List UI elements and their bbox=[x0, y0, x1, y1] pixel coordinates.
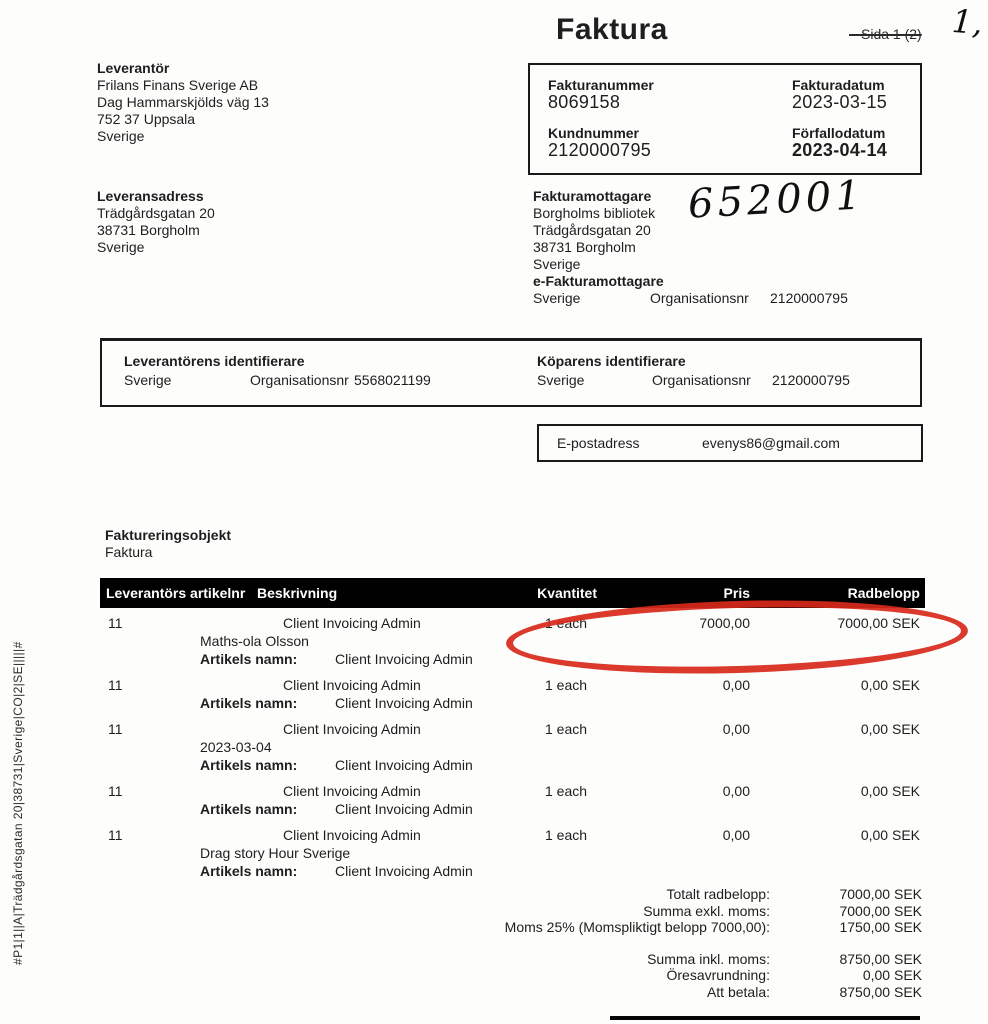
page-title: Faktura bbox=[556, 13, 668, 46]
total-line bbox=[430, 967, 922, 984]
invoice-number-label: Fakturanummer bbox=[548, 77, 654, 93]
supplier-identifier-org-label: Organisationsnr bbox=[250, 372, 349, 388]
supplier-line: Sverige bbox=[97, 128, 145, 144]
supplier-address bbox=[97, 60, 269, 145]
table-header bbox=[100, 578, 925, 608]
identifiers-box bbox=[100, 338, 922, 407]
customer-number-value: 2120000795 bbox=[548, 140, 652, 160]
invoice-meta-box bbox=[528, 63, 922, 175]
cell-quantity: 1 each bbox=[545, 783, 588, 799]
total-value: 8750,00 SEK bbox=[839, 950, 922, 967]
total-label: Moms 25% (Momspliktigt belopp 7000,00): bbox=[504, 919, 770, 935]
description-text: Client Invoicing Admin bbox=[283, 783, 421, 799]
supplier-label: Leverantör bbox=[97, 60, 170, 76]
cell-description bbox=[200, 615, 530, 669]
cell-price: 7000,00 bbox=[699, 615, 750, 631]
cell-quantity: 1 each bbox=[545, 615, 588, 631]
total-label: Summa exkl. moms: bbox=[643, 902, 770, 919]
cell-description bbox=[200, 783, 530, 819]
totals-section bbox=[430, 886, 922, 1000]
buyer-identifier-label: Köparens identifierare bbox=[537, 353, 686, 369]
col-header-artikelnr: Leverantörs artikelnr bbox=[106, 585, 246, 601]
artikels-namn-line bbox=[200, 757, 530, 775]
supplier-line: Frilans Finans Sverige AB bbox=[97, 77, 259, 93]
supplier-line: 752 37 Uppsala bbox=[97, 111, 196, 127]
artikels-namn-label: Artikels namn: bbox=[200, 801, 298, 817]
email-box bbox=[537, 424, 923, 462]
total-label: Att betala: bbox=[706, 983, 770, 1000]
recipient-line: Borgholms bibliotek bbox=[533, 205, 656, 221]
total-value: 8750,00 SEK bbox=[839, 983, 922, 1000]
total-label: Öresavrundning: bbox=[666, 967, 770, 983]
cell-description bbox=[200, 827, 530, 881]
description-note: Drag story Hour Sverige bbox=[200, 845, 351, 861]
invoice-date-label: Fakturadatum bbox=[792, 77, 885, 93]
total-line bbox=[430, 886, 922, 903]
description-text: Client Invoicing Admin bbox=[283, 721, 421, 737]
line-items-table bbox=[100, 578, 925, 889]
total-value: 0,00 SEK bbox=[862, 967, 922, 983]
artikels-namn-label: Artikels namn: bbox=[200, 863, 298, 879]
cell-description bbox=[200, 721, 530, 775]
cell-artikelnr: 11 bbox=[108, 827, 123, 843]
cell-artikelnr: 11 bbox=[108, 783, 123, 799]
e-recipient-country: Sverige bbox=[533, 290, 581, 306]
supplier-identifier-org-number: 5568021199 bbox=[354, 372, 431, 388]
delivery-line: Sverige bbox=[97, 239, 145, 255]
table-row bbox=[100, 721, 925, 775]
col-header-kvantitet: Kvantitet bbox=[537, 585, 597, 601]
billing-object bbox=[105, 527, 231, 560]
recipient-line: Sverige bbox=[533, 256, 581, 272]
description-text: Client Invoicing Admin bbox=[283, 827, 421, 843]
total-line bbox=[430, 903, 922, 920]
artikels-namn-value: Client Invoicing Admin bbox=[335, 695, 473, 711]
description-text: Client Invoicing Admin bbox=[283, 615, 421, 631]
artikels-namn-value: Client Invoicing Admin bbox=[335, 651, 473, 667]
cell-amount: 0,00 SEK bbox=[860, 677, 920, 693]
cell-quantity: 1 each bbox=[545, 677, 588, 693]
invoice-number-value: 8069158 bbox=[548, 92, 621, 112]
e-recipient-org-number: 2120000795 bbox=[770, 290, 848, 306]
table-row bbox=[100, 677, 925, 713]
col-header-beskrivning: Beskrivning bbox=[257, 585, 338, 601]
cell-artikelnr: 11 bbox=[108, 615, 123, 631]
table-row bbox=[100, 615, 925, 669]
total-line bbox=[430, 951, 922, 968]
recipient-line: Trädgårdsgatan 20 bbox=[533, 222, 651, 238]
cell-amount: 7000,00 SEK bbox=[837, 615, 920, 631]
delivery-label: Leveransadress bbox=[97, 188, 204, 204]
billing-object-label: Faktureringsobjekt bbox=[105, 527, 232, 543]
delivery-address bbox=[97, 188, 215, 256]
supplier-identifier-country: Sverige bbox=[124, 372, 172, 388]
total-label: Totalt radbelopp: bbox=[666, 886, 770, 902]
cell-artikelnr: 11 bbox=[108, 677, 123, 693]
e-recipient-row bbox=[533, 290, 848, 307]
email-label: E-postadress bbox=[557, 435, 640, 451]
artikels-namn-line bbox=[200, 695, 530, 713]
artikels-namn-label: Artikels namn: bbox=[200, 757, 298, 773]
edi-address-string: #P1|1||A|Trädgårdsgatan 20|38731|Sverige|CO|2|SE|||||# bbox=[11, 641, 25, 965]
artikels-namn-value: Client Invoicing Admin bbox=[335, 757, 473, 773]
cell-quantity: 1 each bbox=[545, 827, 588, 843]
billing-object-value: Faktura bbox=[105, 543, 153, 560]
artikels-namn-label: Artikels namn: bbox=[200, 651, 298, 667]
supplier-identifier-label: Leverantörens identifierare bbox=[124, 353, 305, 369]
cell-amount: 0,00 SEK bbox=[860, 721, 920, 737]
table-body bbox=[100, 608, 925, 881]
cell-price: 0,00 bbox=[722, 677, 750, 693]
due-date-label: Förfallodatum bbox=[792, 125, 886, 141]
cell-price: 0,00 bbox=[722, 827, 750, 843]
handwritten-mark: 1, bbox=[950, 1, 984, 43]
col-header-pris: Pris bbox=[723, 585, 750, 601]
due-date-value: 2023-04-14 bbox=[792, 140, 888, 160]
e-recipient-label: e-Fakturamottagare bbox=[533, 273, 664, 289]
delivery-line: 38731 Borgholm bbox=[97, 222, 200, 238]
email-value: evenys86@gmail.com bbox=[702, 435, 840, 451]
table-row bbox=[100, 827, 925, 881]
description-note: 2023-03-04 bbox=[200, 739, 272, 755]
buyer-identifier-country: Sverige bbox=[537, 372, 585, 388]
cell-amount: 0,00 SEK bbox=[860, 783, 920, 799]
artikels-namn-line bbox=[200, 801, 530, 819]
artikels-namn-value: Client Invoicing Admin bbox=[335, 863, 473, 879]
total-line bbox=[430, 984, 922, 1001]
description-text: Client Invoicing Admin bbox=[283, 677, 421, 693]
cell-price: 0,00 bbox=[722, 721, 750, 737]
handwritten-account-code: 652001 bbox=[686, 172, 866, 228]
supplier-line: Dag Hammarskjölds väg 13 bbox=[97, 94, 269, 110]
cell-artikelnr: 11 bbox=[108, 721, 123, 737]
e-recipient-org-label: Organisationsnr bbox=[650, 290, 749, 306]
cell-quantity: 1 each bbox=[545, 721, 588, 737]
invoice-date-value: 2023-03-15 bbox=[792, 92, 888, 112]
cell-price: 0,00 bbox=[722, 783, 750, 799]
table-row bbox=[100, 783, 925, 819]
recipient-line: 38731 Borgholm bbox=[533, 239, 636, 255]
cell-description bbox=[200, 677, 530, 713]
total-line bbox=[430, 919, 922, 936]
delivery-line: Trädgårdsgatan 20 bbox=[97, 205, 215, 221]
col-header-radbelopp: Radbelopp bbox=[847, 585, 920, 601]
artikels-namn-label: Artikels namn: bbox=[200, 695, 298, 711]
buyer-identifier-org-label: Organisationsnr bbox=[652, 372, 751, 388]
total-value: 1750,00 SEK bbox=[839, 919, 922, 935]
total-value: 7000,00 SEK bbox=[839, 886, 922, 902]
bottom-divider bbox=[610, 1016, 920, 1020]
recipient-label: Fakturamottagare bbox=[533, 188, 652, 204]
cell-amount: 0,00 SEK bbox=[860, 827, 920, 843]
page-indicator: Sida 1 (2) bbox=[849, 26, 922, 43]
buyer-identifier-org-number: 2120000795 bbox=[772, 372, 850, 388]
artikels-namn-line bbox=[200, 651, 530, 669]
total-value: 7000,00 SEK bbox=[839, 902, 922, 919]
artikels-namn-line bbox=[200, 863, 530, 881]
customer-number-label: Kundnummer bbox=[548, 125, 639, 141]
artikels-namn-value: Client Invoicing Admin bbox=[335, 801, 473, 817]
total-label: Summa inkl. moms: bbox=[647, 950, 770, 967]
description-note: Maths-ola Olsson bbox=[200, 633, 309, 649]
